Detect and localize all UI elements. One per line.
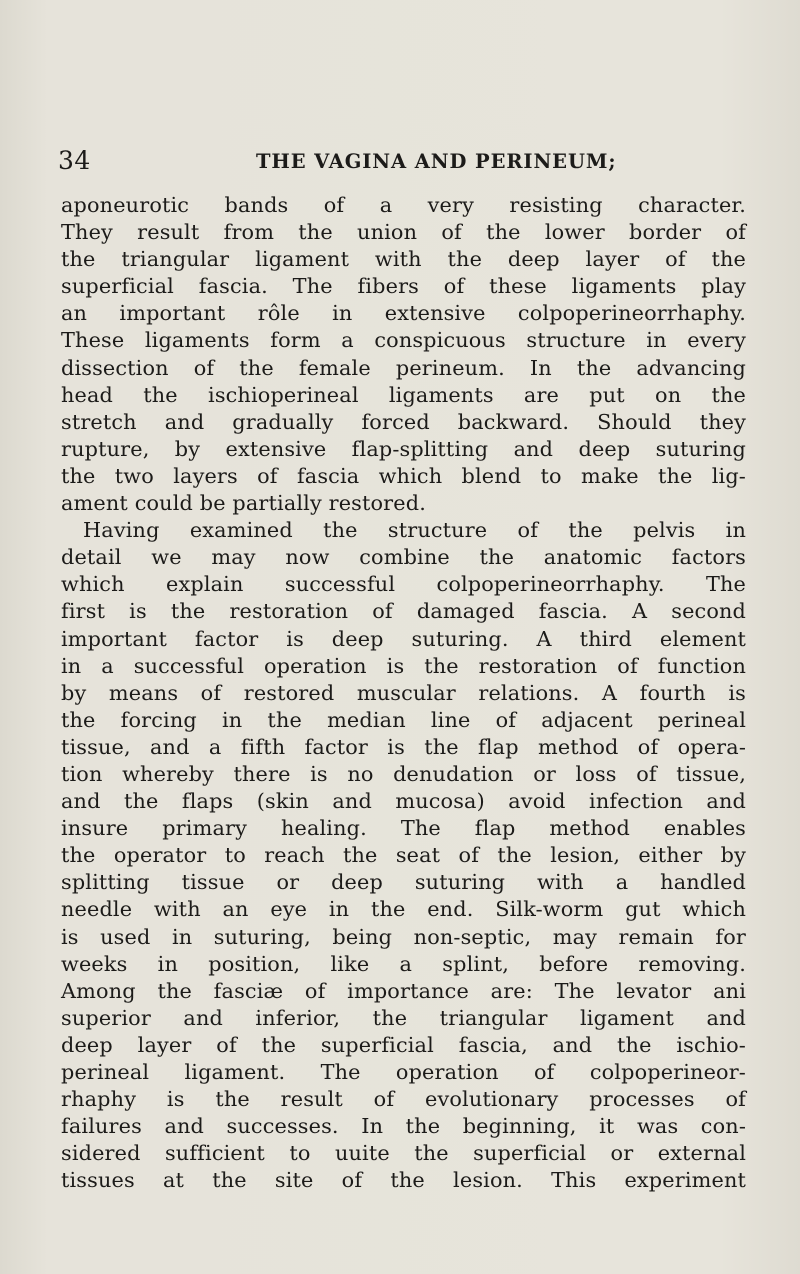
text-line: head the ischioperineal ligaments are put on the — [61, 382, 746, 407]
text-line: superficial fascia. The fibers of these ligaments play — [61, 274, 746, 299]
body-text — [61, 192, 746, 1194]
text-line: perineal ligament. The operation of colpoperineor- — [61, 1060, 746, 1084]
text-line: the two layers of fascia which blend to make the lig- — [61, 463, 746, 488]
text-line: tissues at the site of the lesion. This experiment — [61, 1168, 746, 1193]
text-line: and the flaps (skin and mucosa) avoid infection and — [61, 789, 746, 814]
text-line: the triangular ligament with the deep layer of the — [61, 247, 746, 272]
text-line: weeks in position, like a splint, before removing. — [61, 951, 746, 976]
text-line: rhaphy is the result of evolutionary processes of — [61, 1087, 746, 1112]
text-line: needle with an eye in the end. Silk-worm gut which — [61, 897, 746, 922]
text-line: tissue, and a fifth factor is the flap method of opera- — [61, 734, 746, 759]
text-line: insure primary healing. The flap method enables — [61, 816, 746, 841]
text-line: stretch and gradually forced backward. Should they — [61, 409, 746, 434]
text-line: in a successful operation is the restoration of function — [61, 653, 746, 678]
text-line: important factor is deep suturing. A third element — [61, 626, 746, 651]
text-line: tion whereby there is no denudation or loss of tissue, — [61, 761, 746, 786]
text-line: first is the restoration of damaged fascia. A second — [61, 599, 746, 624]
text-line: rupture, by extensive flap-splitting and deep suturing — [61, 436, 746, 461]
text-line: splitting tissue or deep suturing with a handled — [61, 870, 746, 895]
text-line: dissection of the female perineum. In the advancing — [61, 355, 746, 380]
text-line: which explain successful colpoperineorrhaphy. The — [61, 572, 746, 597]
text-line: They result from the union of the lower border of — [61, 220, 746, 245]
text-line: is used in suturing, being non-septic, may remain for — [61, 924, 746, 949]
page-header — [58, 146, 748, 178]
text-line-paragraph-start: Having examined the structure of the pelvis in — [83, 518, 746, 543]
text-line: superior and inferior, the triangular ligament and — [61, 1005, 746, 1030]
text-line: deep layer of the superficial fascia, and the ischio- — [61, 1032, 746, 1057]
text-line: by means of restored muscular relations. A fourth is — [61, 680, 746, 705]
text-line-paragraph-end: ament could be partially restored. — [61, 491, 426, 516]
text-line: the forcing in the median line of adjacent perineal — [61, 707, 746, 732]
text-line: sidered sufficient to uuite the superficial or external — [61, 1141, 746, 1166]
running-title: THE VAGINA AND PERINEUM; — [256, 150, 617, 173]
text-line: detail we may now combine the anatomic factors — [61, 545, 746, 570]
text-line: Among the fasciæ of importance are: The levator ani — [61, 978, 746, 1003]
text-line: an important rôle in extensive colpoperineorrhaphy. — [61, 301, 746, 326]
text-line: These ligaments form a conspicuous structure in every — [61, 328, 746, 353]
text-line: aponeurotic bands of a very resisting character. — [61, 193, 746, 217]
page-number: 34 — [58, 146, 91, 175]
text-line: failures and successes. In the beginning, it was con- — [61, 1114, 746, 1139]
text-line: the operator to reach the seat of the lesion, either by — [61, 843, 746, 868]
